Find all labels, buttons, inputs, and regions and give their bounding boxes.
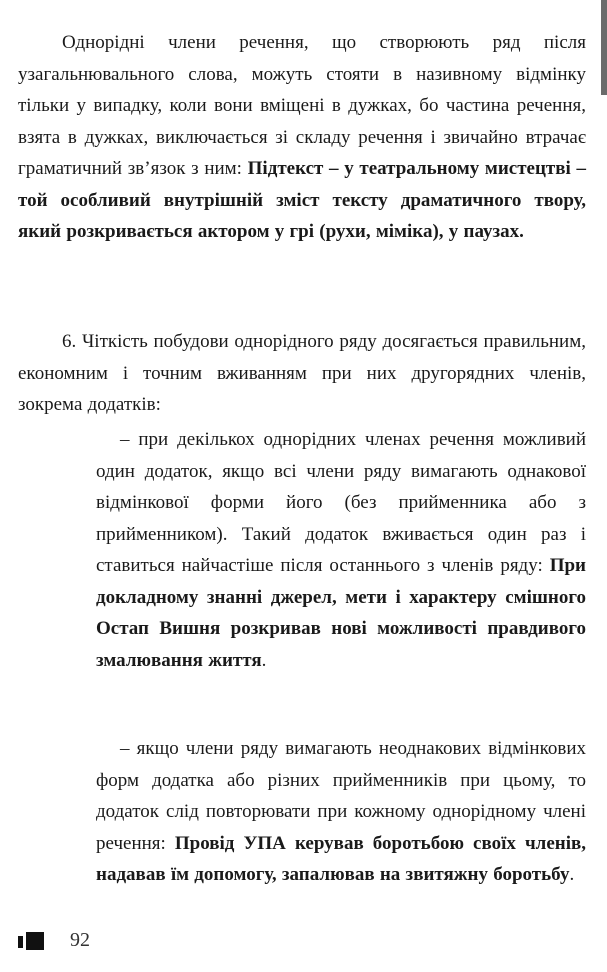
paragraph-text: Однорідні члени речення, що створюють ряд після узагальнювального слова, можуть стояти в називному відмінку тільки у випадку, коли вони вміщені в дужках, бо частина речення, взята в дужках, виключається зі складу речення і звичайно втрачає граматичний зв’язок з ним: bbox=[18, 32, 586, 179]
page-number: 92 bbox=[70, 929, 90, 951]
paragraph-end: . bbox=[261, 649, 267, 671]
page-edge-shadow bbox=[601, 0, 607, 95]
paragraph-homogeneous-in-brackets bbox=[18, 27, 586, 248]
footer-decoration-block bbox=[26, 932, 44, 950]
paragraph-repeated-object bbox=[96, 733, 586, 891]
paragraph-rule-6 bbox=[18, 326, 586, 421]
example-sentence: При докладному знанні джерел, мети і характеру смішного Остап Вишня розкривав нові можливості правдивого змалювання життя bbox=[96, 555, 586, 671]
example-sentence: Провід УПА керував боротьбою своїх членів, надавав їм допомогу, запалював на звитяжну боротьбу bbox=[96, 832, 586, 885]
paragraph-text: – при декількох однорідних членах речення можливий один додаток, якщо всі члени ряду вимагають однакової відмінкової форми його (без прийменника або з прийменником). Такий додаток вживається один раз і ставиться найчастіше після останнього з членів ряду: bbox=[96, 429, 586, 576]
paragraph-end: . bbox=[569, 864, 575, 885]
footer-decoration-small bbox=[18, 936, 23, 948]
paragraph-text: 6. Чіткість побудови однорідного ряду досягається правильним, економним і точним вживанням при них другорядних членів, зокрема додатків: bbox=[18, 331, 586, 415]
paragraph-single-object bbox=[96, 424, 586, 676]
example-sentence: Підтекст – у театральному мистецтві – той особливий внутрішній зміст тексту драматичного твору, який розкривається актором у грі (рухи, міміка), у паузах. bbox=[18, 158, 586, 242]
paragraph-text: – якщо члени ряду вимагають неоднакових відмінкових форм додатка або різних прийменників при цьому, то додаток слід повторювати при кожному однорідному члені речення: bbox=[96, 738, 586, 854]
